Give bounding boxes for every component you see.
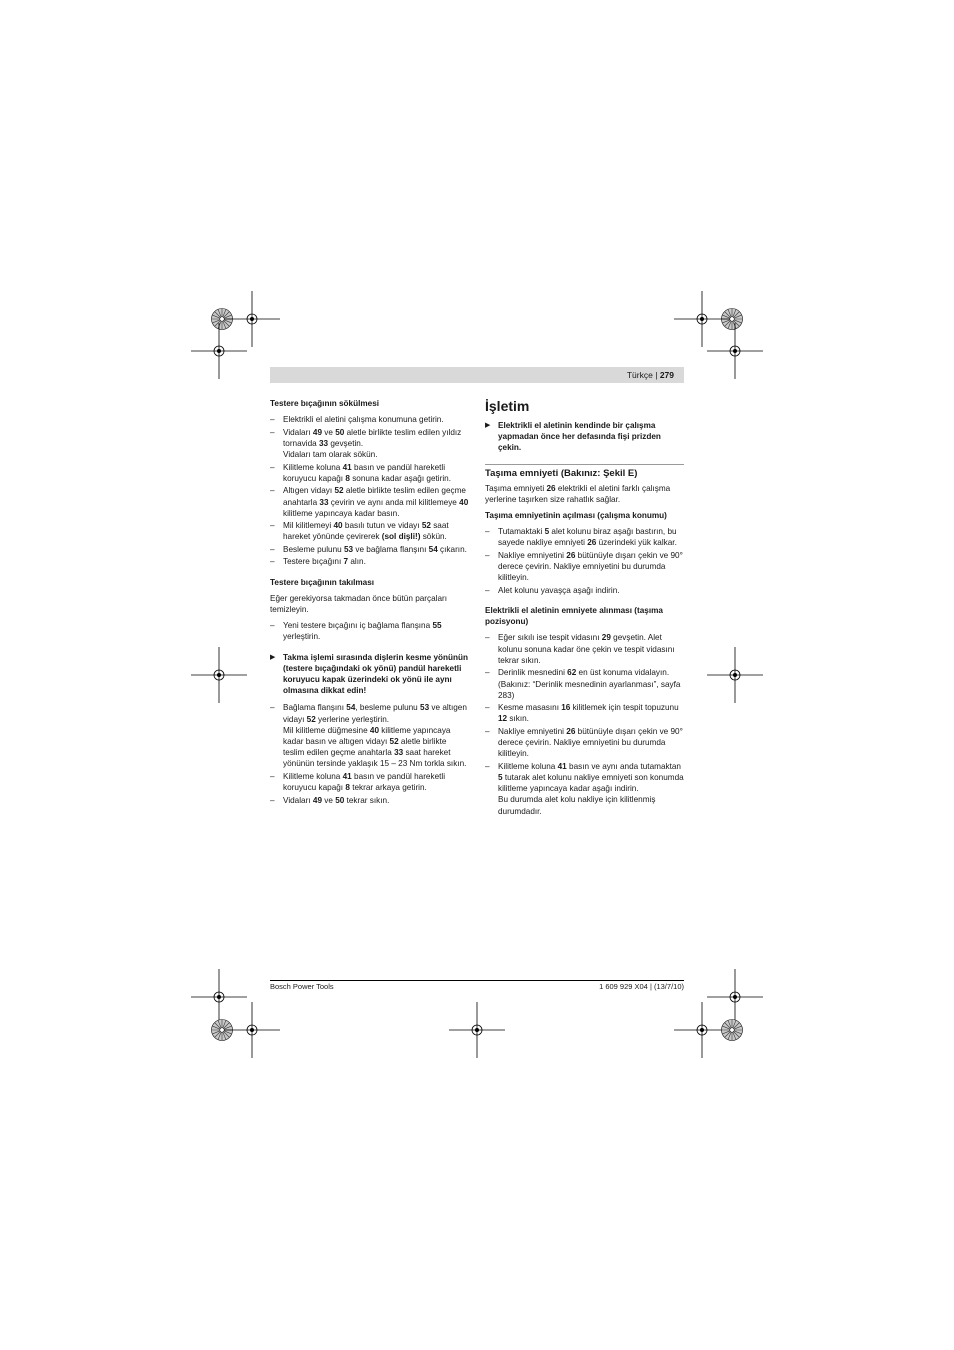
list-item: – Vidaları 49 ve 50 aletle birlikte teslim edilen yıldız tornavida 33 gevşetin. Vidaları tam olarak sökün. xyxy=(270,427,469,461)
list-item: – Tutamaktaki 5 alet kolunu biraz aşağı bastırın, bu sayede nakliye emniyeti 26 üzerindeki yük kalkar. xyxy=(485,526,684,548)
list-item: – Kilitleme koluna 41 basın ve aynı anda tutamaktan 5 tutarak alet kolunu nakliye emniyeti son konumda kilitleme yapıncaya kadar aşağı indirin. Bu durumda alet kolu nakliye için kilitlenmiş durumdadır. xyxy=(485,761,684,817)
transport-intro: Taşıma emniyeti 26 elektrikli el aletini farklı çalışma yerlerine taşırken size rahatlık sağlar. xyxy=(485,483,671,504)
install-warning-text: Takma işlemi sırasında dişlerin kesme yönünün (testere bıçağındaki ok yönü) pandül hareketli koruyucu kapak üzerindeki ok yönü ile aynı olmasına dikkat edin! xyxy=(283,652,469,696)
page-number: 279 xyxy=(659,370,674,380)
transport-open-heading: Taşıma emniyetinin açılması (çalışma konumu) xyxy=(485,511,667,521)
list-item: – Kesme masasını 16 kilitlemek için tespit topuzunu 12 sıkın. xyxy=(485,702,684,724)
transport-secure-heading: Elektrikli el aletinin emniyete alınması (taşıma pozisyonu) xyxy=(485,606,663,627)
list-item: – Vidaları 49 ve 50 tekrar sıkın. xyxy=(270,795,469,806)
list-item: – Derinlik mesnedini 62 en üst konuma vidalayın. (Bakınız: “Derinlik mesnedinin ayarlanması”, sayfa 283) xyxy=(485,667,684,701)
list-item: – Kilitleme koluna 41 basın ve pandül hareketli koruyucu kapağı 8 tekrar arkaya getirin. xyxy=(270,771,469,793)
list-item: – Yeni testere bıçağını iç bağlama flanşına 55 yerleştirin. xyxy=(270,620,469,642)
removal-steps xyxy=(270,414,469,567)
install-heading: Testere bıçağının takılması xyxy=(270,577,375,587)
list-item: – Elektrikli el aletini çalışma konumuna getirin. xyxy=(270,414,469,425)
bullet-triangle-icon: ▶ xyxy=(485,422,491,429)
install-steps-1 xyxy=(270,620,469,642)
list-item: – Testere bıçağını 7 alın. xyxy=(270,556,469,567)
footer-rule xyxy=(270,980,684,981)
header-separator: | xyxy=(655,370,658,380)
list-item: – Eğer sıkılı ise tespit vidasını 29 gevşetin. Alet kolunu sonuna kadar öne çekin ve tespit vidasını tekrar sıkın. xyxy=(485,632,684,666)
page-header xyxy=(270,367,684,383)
header-language: Türkçe xyxy=(626,370,653,380)
transport-open-steps xyxy=(485,526,684,596)
transport-secure-steps xyxy=(485,632,684,816)
right-column xyxy=(485,398,684,826)
list-item: – Kilitleme koluna 41 basın ve pandül hareketli koruyucu kapağı 8 sonuna kadar aşağı getirin. xyxy=(270,462,469,484)
list-item: – Besleme pulunu 53 ve bağlama flanşını 54 çıkarın. xyxy=(270,544,469,555)
section-title: İşletim xyxy=(485,398,530,414)
list-item: – Nakliye emniyetini 26 bütünüyle dışarı çekin ve 90° derece çevirin. Nakliye emniyetini bu durumda kilitleyin. xyxy=(485,726,684,760)
list-item: – Altıgen vidayı 52 aletle birlikte teslim edilen geçme anahtarla 33 çevirin ve aynı anda mil kilitlemeye 40 kilitleme yapıncaya kadar basın. xyxy=(270,485,469,519)
list-item: – Nakliye emniyetini 26 bütünüyle dışarı çekin ve 90° derece çevirin. Nakliye emniyetini bu durumda kilitleyin. xyxy=(485,550,684,584)
operation-warning xyxy=(485,420,684,454)
transport-heading: Taşıma emniyeti (Bakınız: Şekil E) xyxy=(485,464,684,480)
install-warning xyxy=(270,652,469,697)
install-steps-2 xyxy=(270,702,469,805)
list-item: – Alet kolunu yavaşça aşağı indirin. xyxy=(485,585,684,596)
list-item: – Mil kilitlemeyi 40 basılı tutun ve vidayı 52 saat hareket yönünde çevirerek (sol dişli!) sökün. xyxy=(270,520,469,542)
list-item: – Bağlama flanşını 54, besleme pulunu 53 ve altıgen vidayı 52 yerlerine yerleştirin. Mil kilitleme düğmesine 40 kilitleme yapıncaya kadar basın ve altıgen vidayı 52 aletle birlikte teslim edilen geçme anahtarla 33 saat hareket yönünün tersinde yaklaşık 15 – 23 Nm torkla sıkın. xyxy=(270,702,469,769)
bullet-triangle-icon: ▶ xyxy=(270,653,276,661)
removal-heading: Testere bıçağının sökülmesi xyxy=(270,399,380,408)
operation-warning-text: Elektrikli el aletinin kendinde bir çalışma yapmadan önce her defasında fişi prizden çekin. xyxy=(498,421,661,453)
install-intro: Eğer gerekiyorsa takmadan önce bütün parçaları temizleyin. xyxy=(270,593,448,615)
footer-doc-number: 1 609 929 X04 | (13/7/10) xyxy=(599,982,684,991)
footer-brand: Bosch Power Tools xyxy=(270,982,334,991)
left-column xyxy=(270,398,469,815)
